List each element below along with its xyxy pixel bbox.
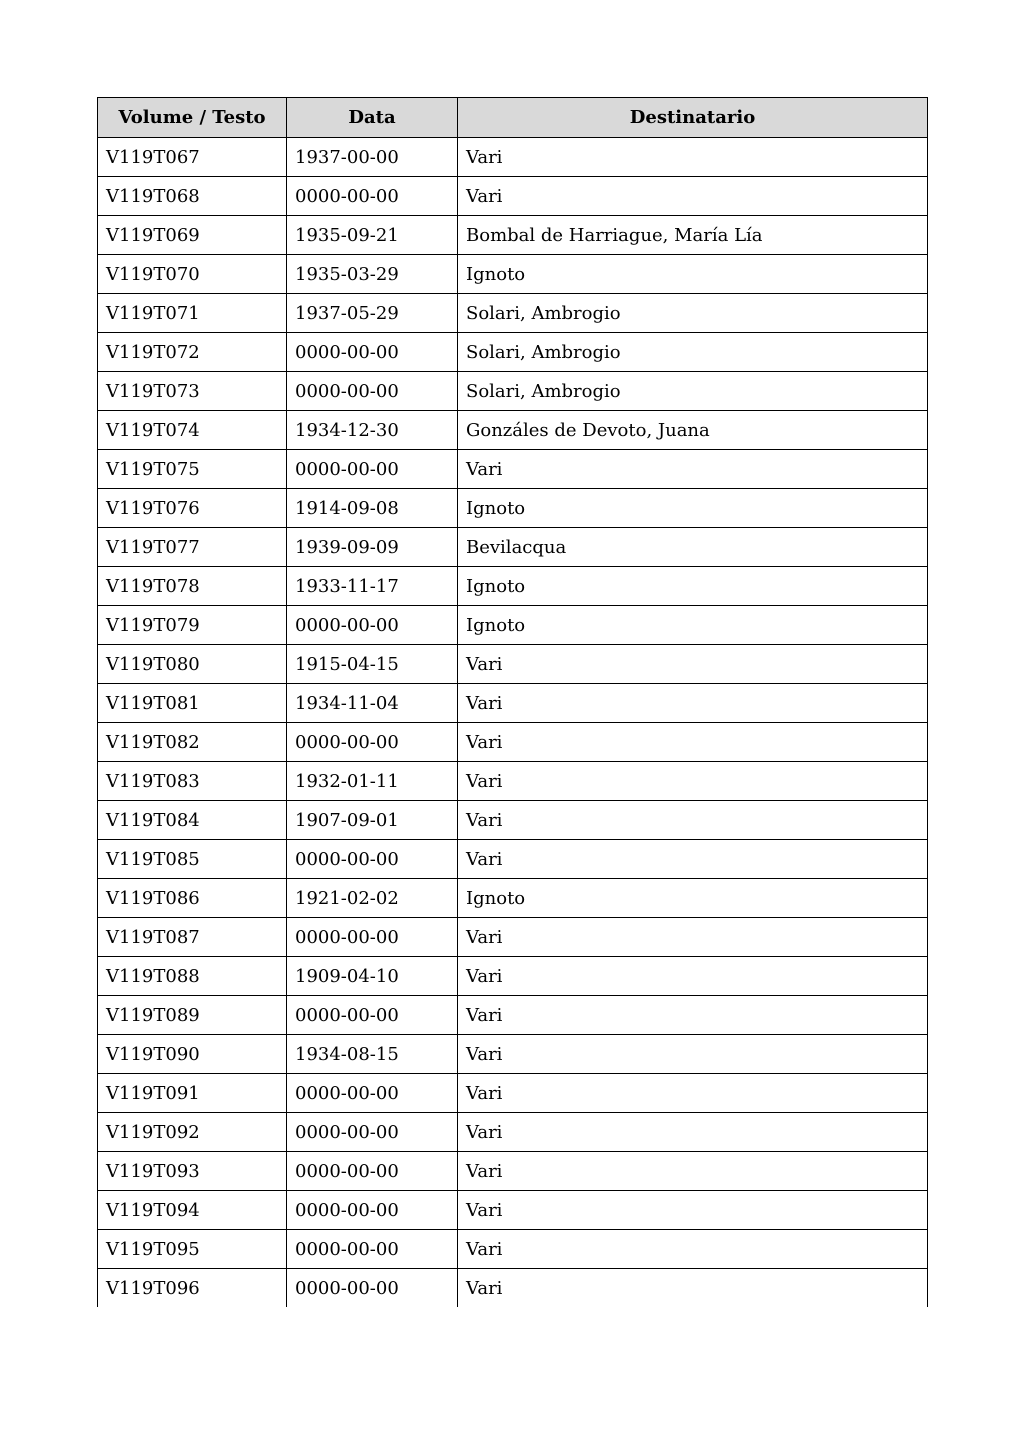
cell-destinatario: Ignoto [458, 606, 928, 645]
cell-data: 1935-03-29 [287, 255, 458, 294]
table-row [98, 138, 928, 177]
cell-destinatario: Vari [458, 723, 928, 762]
cell-destinatario: Ignoto [458, 567, 928, 606]
cell-volume-testo: V119T069 [98, 216, 287, 255]
cell-data: 0000-00-00 [287, 1269, 458, 1308]
table-body [98, 138, 928, 1308]
cell-destinatario: Ignoto [458, 879, 928, 918]
table-row [98, 606, 928, 645]
cell-volume-testo: V119T071 [98, 294, 287, 333]
cell-volume-testo: V119T095 [98, 1230, 287, 1269]
table-row [98, 840, 928, 879]
cell-volume-testo: V119T083 [98, 762, 287, 801]
table-row [98, 684, 928, 723]
table-row [98, 489, 928, 528]
cell-destinatario: Vari [458, 177, 928, 216]
cell-volume-testo: V119T070 [98, 255, 287, 294]
table-row [98, 216, 928, 255]
cell-data: 1907-09-01 [287, 801, 458, 840]
cell-volume-testo: V119T080 [98, 645, 287, 684]
cell-volume-testo: V119T068 [98, 177, 287, 216]
cell-volume-testo: V119T090 [98, 1035, 287, 1074]
table-row [98, 177, 928, 216]
table-row [98, 996, 928, 1035]
cell-data: 0000-00-00 [287, 177, 458, 216]
cell-destinatario: Gonzáles de Devoto, Juana [458, 411, 928, 450]
cell-volume-testo: V119T091 [98, 1074, 287, 1113]
header-data: Data [287, 98, 458, 138]
table-row [98, 723, 928, 762]
cell-destinatario: Vari [458, 450, 928, 489]
cell-destinatario: Vari [458, 762, 928, 801]
table-row [98, 411, 928, 450]
cell-destinatario: Vari [458, 1230, 928, 1269]
cell-destinatario: Bombal de Harriague, María Lía [458, 216, 928, 255]
cell-destinatario: Vari [458, 684, 928, 723]
cell-destinatario: Vari [458, 1035, 928, 1074]
table-row [98, 333, 928, 372]
table-row [98, 372, 928, 411]
cell-volume-testo: V119T096 [98, 1269, 287, 1308]
cell-destinatario: Ignoto [458, 255, 928, 294]
cell-data: 1921-02-02 [287, 879, 458, 918]
header-row [98, 98, 928, 138]
table-row [98, 1269, 928, 1308]
table-row [98, 1074, 928, 1113]
table-row [98, 294, 928, 333]
cell-data: 0000-00-00 [287, 333, 458, 372]
cell-data: 0000-00-00 [287, 723, 458, 762]
cell-volume-testo: V119T088 [98, 957, 287, 996]
cell-destinatario: Vari [458, 1191, 928, 1230]
cell-volume-testo: V119T087 [98, 918, 287, 957]
cell-data: 1932-01-11 [287, 762, 458, 801]
cell-destinatario: Bevilacqua [458, 528, 928, 567]
cell-data: 1909-04-10 [287, 957, 458, 996]
table-row [98, 1152, 928, 1191]
cell-volume-testo: V119T086 [98, 879, 287, 918]
cell-data: 1937-05-29 [287, 294, 458, 333]
cell-data: 1935-09-21 [287, 216, 458, 255]
cell-volume-testo: V119T082 [98, 723, 287, 762]
table-row [98, 762, 928, 801]
header-destinatario: Destinatario [458, 98, 928, 138]
cell-volume-testo: V119T079 [98, 606, 287, 645]
cell-data: 0000-00-00 [287, 450, 458, 489]
cell-destinatario: Ignoto [458, 489, 928, 528]
table-row [98, 1230, 928, 1269]
cell-volume-testo: V119T075 [98, 450, 287, 489]
cell-destinatario: Solari, Ambrogio [458, 294, 928, 333]
table-row [98, 879, 928, 918]
cell-data: 0000-00-00 [287, 1230, 458, 1269]
cell-volume-testo: V119T077 [98, 528, 287, 567]
table-header [98, 98, 928, 138]
cell-data: 1934-12-30 [287, 411, 458, 450]
cell-destinatario: Solari, Ambrogio [458, 372, 928, 411]
table-row [98, 450, 928, 489]
cell-destinatario: Vari [458, 996, 928, 1035]
cell-volume-testo: V119T085 [98, 840, 287, 879]
table-row [98, 1113, 928, 1152]
cell-destinatario: Vari [458, 957, 928, 996]
cell-destinatario: Vari [458, 1074, 928, 1113]
cell-data: 0000-00-00 [287, 840, 458, 879]
cell-data: 0000-00-00 [287, 918, 458, 957]
cell-data: 0000-00-00 [287, 372, 458, 411]
cell-volume-testo: V119T089 [98, 996, 287, 1035]
header-volume-testo: Volume / Testo [98, 98, 287, 138]
cell-data: 1915-04-15 [287, 645, 458, 684]
letters-table [97, 97, 928, 1307]
cell-destinatario: Vari [458, 840, 928, 879]
cell-destinatario: Vari [458, 138, 928, 177]
cell-data: 1914-09-08 [287, 489, 458, 528]
cell-volume-testo: V119T073 [98, 372, 287, 411]
cell-destinatario: Vari [458, 1152, 928, 1191]
table-row [98, 528, 928, 567]
table-row [98, 567, 928, 606]
cell-data: 1933-11-17 [287, 567, 458, 606]
cell-data: 0000-00-00 [287, 1191, 458, 1230]
cell-destinatario: Vari [458, 645, 928, 684]
cell-destinatario: Vari [458, 918, 928, 957]
cell-destinatario: Solari, Ambrogio [458, 333, 928, 372]
cell-data: 1934-08-15 [287, 1035, 458, 1074]
cell-data: 0000-00-00 [287, 606, 458, 645]
cell-volume-testo: V119T081 [98, 684, 287, 723]
cell-volume-testo: V119T074 [98, 411, 287, 450]
table-row [98, 255, 928, 294]
cell-volume-testo: V119T072 [98, 333, 287, 372]
document-table-container [97, 97, 927, 1307]
table-row [98, 1035, 928, 1074]
cell-destinatario: Vari [458, 1269, 928, 1308]
table-row [98, 801, 928, 840]
table-row [98, 645, 928, 684]
cell-destinatario: Vari [458, 1113, 928, 1152]
table-row [98, 1191, 928, 1230]
cell-volume-testo: V119T078 [98, 567, 287, 606]
cell-data: 0000-00-00 [287, 1074, 458, 1113]
cell-data: 1937-00-00 [287, 138, 458, 177]
cell-volume-testo: V119T084 [98, 801, 287, 840]
cell-data: 1934-11-04 [287, 684, 458, 723]
cell-volume-testo: V119T067 [98, 138, 287, 177]
cell-volume-testo: V119T076 [98, 489, 287, 528]
cell-volume-testo: V119T094 [98, 1191, 287, 1230]
cell-destinatario: Vari [458, 801, 928, 840]
cell-data: 1939-09-09 [287, 528, 458, 567]
cell-data: 0000-00-00 [287, 996, 458, 1035]
table-row [98, 957, 928, 996]
table-row [98, 918, 928, 957]
cell-data: 0000-00-00 [287, 1113, 458, 1152]
cell-volume-testo: V119T092 [98, 1113, 287, 1152]
cell-volume-testo: V119T093 [98, 1152, 287, 1191]
cell-data: 0000-00-00 [287, 1152, 458, 1191]
